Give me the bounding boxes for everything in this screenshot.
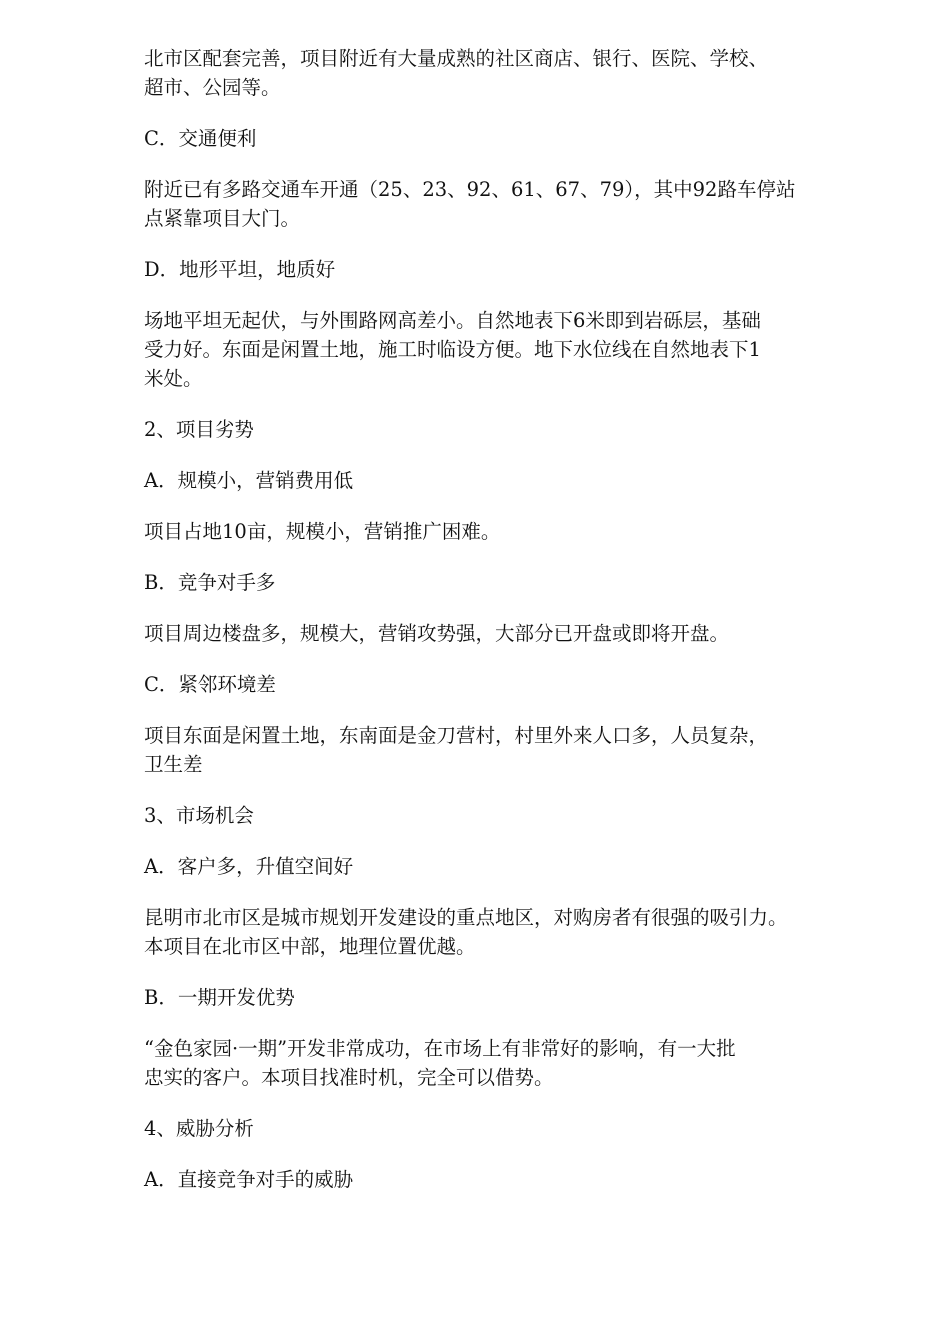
section-heading: B．一期开发优势: [144, 986, 295, 1009]
paragraph: 北市区配套完善，项目附近有大量成熟的社区商店、银行、医院、学校、 超市、公园等。: [144, 47, 769, 99]
paragraph: 项目东面是闲置土地，东南面是金刀营村，村里外来人口多，人员复杂， 卫生差: [144, 724, 769, 776]
section-heading: C．紧邻环境差: [144, 673, 276, 696]
section-heading: C．交通便利: [144, 127, 257, 150]
paragraph: “金色家园·一期”开发非常成功，在市场上有非常好的影响，有一大批 忠实的客户。本项目找准时机，完全可以借势。: [144, 1037, 736, 1089]
section-heading: D．地形平坦，地质好: [144, 258, 336, 281]
paragraph: 场地平坦无起伏，与外围路网高差小。自然地表下6米即到岩砾层，基础 受力好。东面是闲置土地，施工时临设方便。地下水位线在自然地表下1 米处。: [144, 309, 761, 390]
section-heading: 2、项目劣势: [144, 418, 254, 441]
section-heading: A．直接竞争对手的威胁: [144, 1168, 354, 1191]
paragraph: 昆明市北市区是城市规划开发建设的重点地区，对购房者有很强的吸引力。 本项目在北市区中部，地理位置优越。: [144, 906, 788, 958]
section-heading: 3、市场机会: [144, 804, 254, 827]
section-heading: B．竞争对手多: [144, 571, 276, 594]
section-heading: A．规模小，营销费用低: [144, 469, 354, 492]
document-page: [144, 44, 879, 1216]
section-heading: A．客户多，升值空间好: [144, 855, 354, 878]
paragraph: 项目周边楼盘多，规模大，营销攻势强，大部分已开盘或即将开盘。: [144, 622, 730, 645]
section-heading: 4、威胁分析: [144, 1117, 254, 1140]
paragraph: 附近已有多路交通车开通（25、23、92、61、67、79），其中92路车停站 点紧靠项目大门。: [144, 178, 796, 230]
paragraph: 项目占地10亩，规模小，营销推广困难。: [144, 520, 501, 543]
